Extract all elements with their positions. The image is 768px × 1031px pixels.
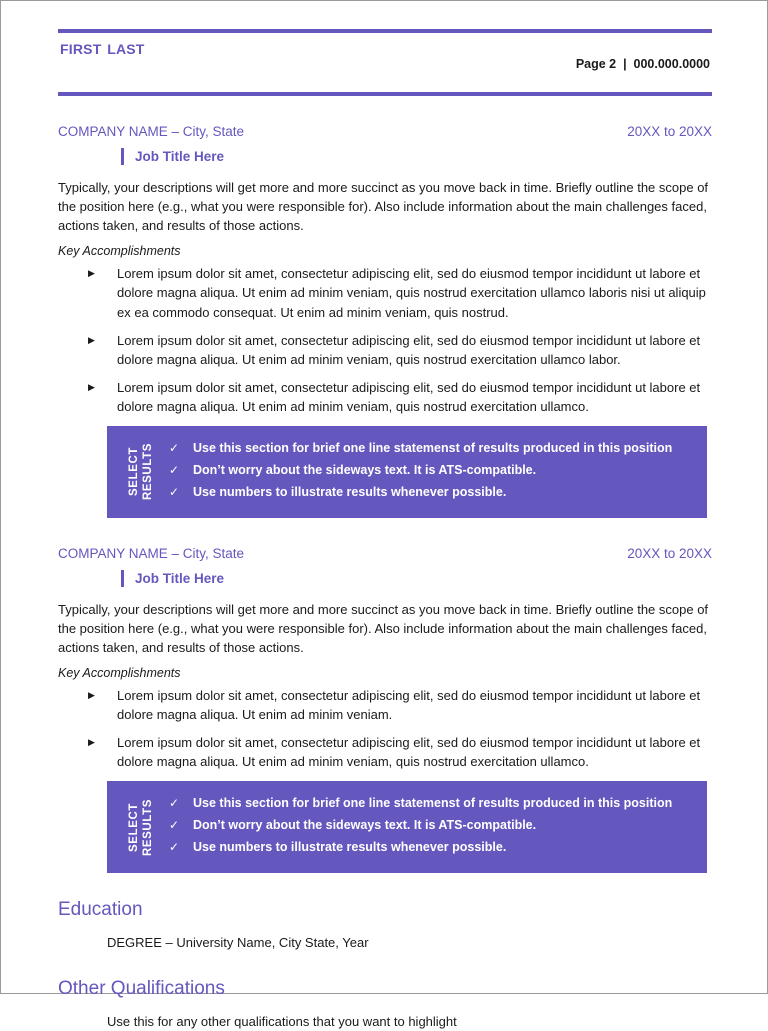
header-row — [58, 33, 712, 89]
job-title: Job Title Here — [135, 570, 225, 586]
job-summary: Typically, your descriptions will get more and more succinct as you move back in time. Briefly outline the scope of the position here (e.g., what you were responsible for). Also include information about the main challenges faced, actions taken, and results of those actions. — [58, 601, 709, 655]
job-title-row — [58, 148, 712, 165]
section-other-qualifications — [58, 978, 712, 1031]
accomplishment-list — [58, 264, 712, 416]
section-heading: Education — [58, 899, 143, 921]
check-icon: ✓ — [169, 484, 180, 499]
header-separator: | — [623, 57, 627, 71]
list-item-text: Use this section for brief one line statemenst of results produced in this position — [193, 441, 673, 456]
list-item — [88, 331, 712, 369]
list-item-text: Use numbers to illustrate results whenever possible. — [193, 840, 507, 855]
sideways-label-line-2: RESULTS — [142, 798, 154, 856]
page-title: first last — [60, 37, 145, 59]
bullet-marker-icon: ▶ — [88, 381, 95, 392]
employment-dates: 20XX to 20XX — [627, 545, 712, 561]
list-item-text: Lorem ipsum dolor sit amet, consectetur adipiscing elit, sed do eiusmod tempor incididunt ut labore et dolore magna aliqua. Ut enim ad minim veniam, quis nostrud exercitation ullamco labor. — [117, 332, 701, 367]
title-accent-bar — [121, 570, 124, 587]
employment-dates: 20XX to 20XX — [627, 124, 712, 139]
select-results-panel — [107, 781, 707, 873]
phone-number: 000.000.0000 — [633, 57, 710, 71]
bullet-marker-icon: ▶ — [88, 268, 95, 279]
job-title-row — [58, 570, 712, 587]
list-item — [169, 817, 695, 834]
list-item-text: Lorem ipsum dolor sit amet, consectetur adipiscing elit, sed do eiusmod tempor incididunt ut labore et dolore magna aliqua. Ut enim ad minim veniam, quis nostrud exercitation ullamco laboris nisi ut aliquip ex ea commodo consequat. Ut enim ad minim veniam, quis nostrud. — [117, 266, 706, 320]
sideways-label-line-1: SELECT — [128, 447, 140, 497]
page-content — [58, 1, 712, 1031]
select-results-sideways-label — [107, 781, 169, 873]
job-block — [58, 546, 712, 873]
select-results-panel — [107, 426, 707, 518]
section-education — [58, 899, 712, 952]
job-block — [58, 124, 712, 518]
list-item-text: Use numbers to illustrate results whenever possible. — [193, 484, 507, 499]
section-body: Use this for any other qualifications that you want to highlight — [107, 1013, 457, 1029]
list-item — [169, 795, 695, 812]
job-header-row — [58, 546, 712, 561]
key-accomplishments-label: Key Accomplishments — [58, 666, 181, 681]
section-body: DEGREE – University Name, City State, Year — [107, 934, 369, 950]
list-item — [169, 440, 695, 457]
title-accent-bar — [121, 148, 124, 165]
check-icon: ✓ — [169, 462, 180, 477]
company-name: COMPANY NAME – City, State — [58, 545, 245, 561]
key-accomplishments-label: Key Accomplishments — [58, 244, 181, 259]
list-item-text: Use this section for brief one line statemenst of results produced in this position — [193, 796, 673, 811]
document-header — [58, 29, 712, 96]
select-results-sideways-label — [107, 426, 169, 518]
list-item — [169, 839, 695, 856]
sideways-label-line-1: SELECT — [128, 802, 140, 852]
select-results-list — [169, 426, 707, 518]
bullet-marker-icon: ▶ — [88, 690, 95, 701]
header-rule-bottom — [58, 92, 712, 96]
list-item-text: Lorem ipsum dolor sit amet, consectetur adipiscing elit, sed do eiusmod tempor incididunt ut labore et dolore magna aliqua. Ut enim ad minim veniam. — [117, 688, 701, 723]
list-item — [88, 733, 712, 771]
accomplishment-list — [58, 686, 712, 771]
check-icon: ✓ — [169, 840, 180, 855]
select-results-list — [169, 781, 707, 873]
list-item-text: Don’t worry about the sideways text. It is ATS-compatible. — [193, 818, 537, 833]
check-icon: ✓ — [169, 796, 180, 811]
list-item — [88, 378, 712, 416]
job-summary: Typically, your descriptions will get more and more succinct as you move back in time. Briefly outline the scope of the position here (e.g., what you were responsible for). Also include information about the main challenges faced, actions taken, and results of those actions. — [58, 180, 709, 234]
bullet-marker-icon: ▶ — [88, 334, 95, 345]
job-header-row — [58, 124, 712, 139]
list-item-text: Lorem ipsum dolor sit amet, consectetur adipiscing elit, sed do eiusmod tempor incididunt ut labore et dolore magna aliqua. Ut enim ad minim veniam, quis nostrud exercitation ullamco. — [117, 379, 701, 414]
check-icon: ✓ — [169, 818, 180, 833]
section-heading: Other Qualifications — [58, 978, 225, 1000]
list-item — [169, 462, 695, 479]
list-item-text: Lorem ipsum dolor sit amet, consectetur adipiscing elit, sed do eiusmod tempor incididunt ut labore et dolore magna aliqua. Ut enim ad minim veniam, quis nostrud exercitation ullamco. — [117, 735, 701, 770]
bullet-marker-icon: ▶ — [88, 737, 95, 748]
check-icon: ✓ — [169, 441, 180, 456]
list-item-text: Don’t worry about the sideways text. It is ATS-compatible. — [193, 462, 537, 477]
list-item — [88, 686, 712, 724]
list-item — [169, 484, 695, 501]
page-number-label: Page 2 — [575, 57, 617, 71]
list-item — [88, 264, 712, 321]
job-title: Job Title Here — [135, 149, 225, 164]
header-meta — [541, 43, 710, 85]
company-name: COMPANY NAME – City, State — [58, 124, 245, 139]
sideways-label-line-2: RESULTS — [142, 443, 154, 501]
